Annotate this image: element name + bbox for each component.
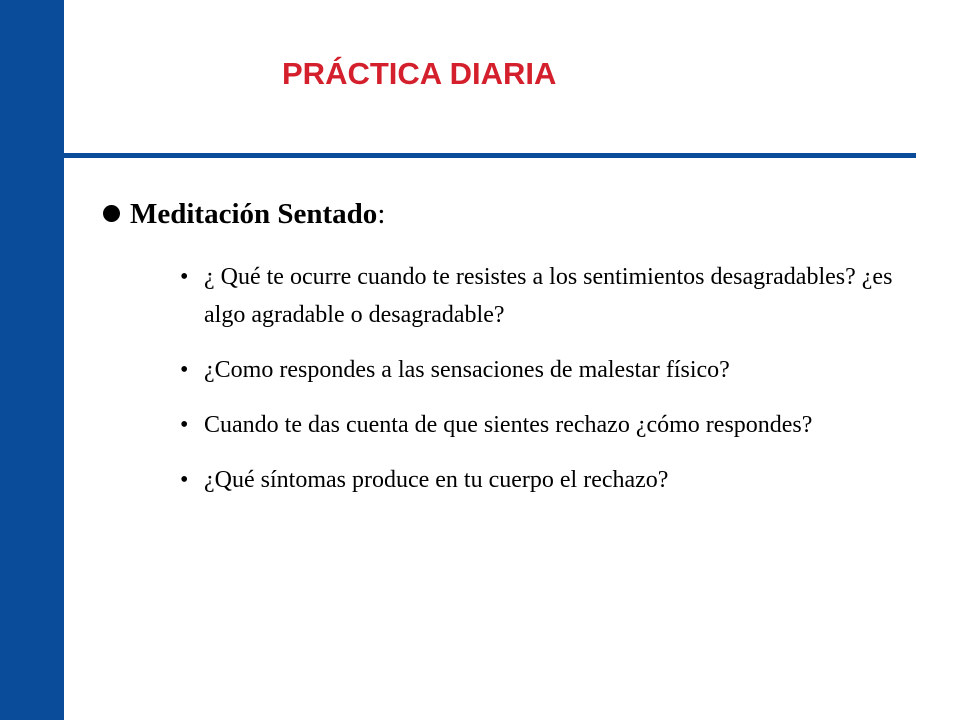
section-heading	[103, 192, 385, 236]
title-divider	[64, 153, 916, 158]
bullet-icon: •	[180, 357, 189, 383]
heading-bullet-icon	[103, 205, 120, 222]
list-item	[180, 351, 910, 389]
bullet-icon: •	[180, 412, 189, 438]
question-list	[180, 258, 910, 516]
question-text: ¿ Qué te ocurre cuando te resistes a los sentimientos desagradables? ¿es algo agradable o desagradable?	[204, 264, 893, 328]
question-text: ¿Qué síntomas produce en tu cuerpo el rechazo?	[204, 467, 669, 493]
bullet-icon: •	[180, 467, 189, 493]
slide-title: PRÁCTICA DIARIA	[282, 56, 557, 91]
list-item	[180, 258, 910, 334]
section-heading-label: Meditación Sentado	[130, 198, 378, 230]
list-item	[180, 406, 910, 444]
question-text: Cuando te das cuenta de que sientes rechazo ¿cómo respondes?	[204, 412, 813, 438]
list-item	[180, 461, 910, 499]
left-accent-bar	[0, 0, 64, 720]
section-heading-colon: :	[377, 198, 386, 230]
bullet-icon: •	[180, 264, 189, 290]
question-text: ¿Como respondes a las sensaciones de malestar físico?	[204, 357, 730, 383]
